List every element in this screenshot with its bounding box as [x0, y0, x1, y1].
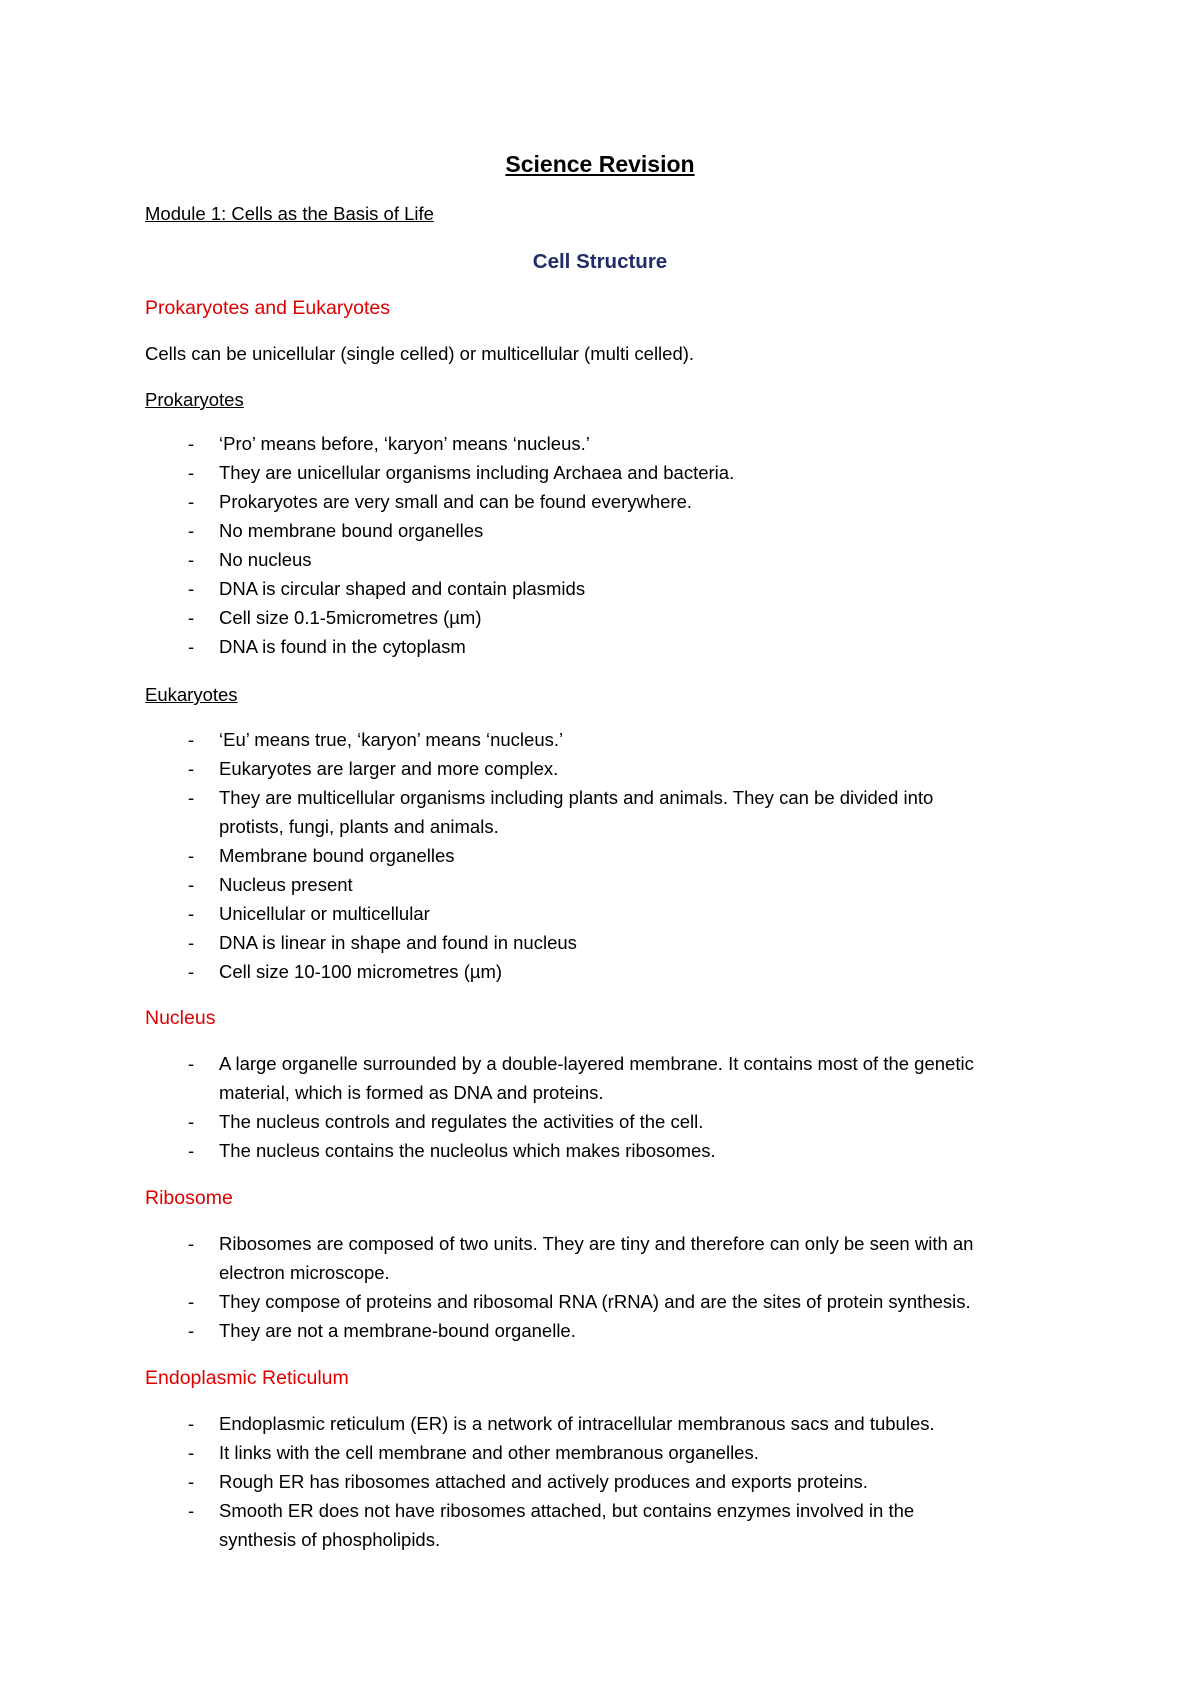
bullet-dash: - — [188, 961, 195, 982]
bullet-dash: - — [188, 1053, 195, 1074]
bullet-dash: - — [188, 787, 195, 808]
bullet-dash: - — [188, 845, 195, 866]
list-item: They compose of proteins and ribosomal RNA (rRNA) and are the sites of protein synthesis. — [219, 1291, 971, 1312]
bullet-dash: - — [188, 520, 195, 541]
list-item: No nucleus — [219, 549, 312, 570]
bullet-dash: - — [188, 1111, 195, 1132]
bullet-dash: - — [188, 433, 195, 454]
list-item: The nucleus controls and regulates the activities of the cell. — [219, 1111, 704, 1132]
bullet-dash: - — [188, 1233, 195, 1254]
list-item: No membrane bound organelles — [219, 520, 484, 541]
bullet-dash: - — [188, 1140, 195, 1161]
list-item-continuation: material, which is formed as DNA and proteins. — [219, 1082, 604, 1103]
list-item: It links with the cell membrane and other membranous organelles. — [219, 1442, 759, 1463]
list-item: A large organelle surrounded by a double-layered membrane. It contains most of the genetic — [219, 1053, 974, 1074]
list-item-continuation: protists, fungi, plants and animals. — [219, 816, 499, 837]
list-item: DNA is circular shaped and contain plasmids — [219, 578, 586, 599]
section-title: Cell Structure — [532, 250, 668, 273]
bullet-dash: - — [188, 1291, 195, 1312]
list-item: They are multicellular organisms including plants and animals. They can be divided into — [219, 787, 934, 808]
list-item: Smooth ER does not have ribosomes attached, but contains enzymes involved in the — [219, 1500, 915, 1521]
bullet-dash: - — [188, 1471, 195, 1492]
list-item: Nucleus present — [219, 874, 353, 895]
list-item: ‘Eu’ means true, ‘karyon’ means ‘nucleus.’ — [219, 729, 564, 750]
bullet-dash: - — [188, 932, 195, 953]
module-heading: Module 1: Cells as the Basis of Life — [145, 203, 434, 224]
bullet-dash: - — [188, 607, 195, 628]
list-item: They are unicellular organisms including Archaea and bacteria. — [219, 462, 735, 483]
subheading-prokaryotes: Prokaryotes — [145, 389, 244, 410]
bullet-dash: - — [188, 1500, 195, 1521]
bullet-dash: - — [188, 491, 195, 512]
intro-paragraph: Cells can be unicellular (single celled) or multicellular (multi celled). — [145, 343, 695, 364]
bullet-dash: - — [188, 729, 195, 750]
heading-ribosome: Ribosome — [145, 1187, 233, 1209]
list-item: Membrane bound organelles — [219, 845, 455, 866]
bullet-dash: - — [188, 903, 195, 924]
list-item: Unicellular or multicellular — [219, 903, 430, 924]
list-item: They are not a membrane-bound organelle. — [219, 1320, 576, 1341]
list-item-continuation: synthesis of phospholipids. — [219, 1529, 441, 1550]
heading-nucleus: Nucleus — [145, 1007, 216, 1029]
subheading-eukaryotes: Eukaryotes — [145, 684, 238, 705]
bullet-dash: - — [188, 1320, 195, 1341]
bullet-dash: - — [188, 1413, 195, 1434]
bullet-dash: - — [188, 462, 195, 483]
bullet-dash: - — [188, 874, 195, 895]
bullet-dash: - — [188, 549, 195, 570]
list-item: Rough ER has ribosomes attached and actively produces and exports proteins. — [219, 1471, 868, 1492]
bullet-dash: - — [188, 758, 195, 779]
list-item-continuation: electron microscope. — [219, 1262, 390, 1283]
document-title: Science Revision — [505, 151, 695, 177]
list-item: Cell size 0.1-5micrometres (µm) — [219, 607, 482, 628]
list-item: Prokaryotes are very small and can be found everywhere. — [219, 491, 693, 512]
heading-endoplasmic-reticulum: Endoplasmic Reticulum — [145, 1367, 349, 1389]
bullet-dash: - — [188, 636, 195, 657]
heading-prokaryotes-eukaryotes: Prokaryotes and Eukaryotes — [145, 297, 390, 319]
list-item: Cell size 10-100 micrometres (µm) — [219, 961, 503, 982]
list-item: DNA is found in the cytoplasm — [219, 636, 466, 657]
bullet-dash: - — [188, 1442, 195, 1463]
list-item: The nucleus contains the nucleolus which makes ribosomes. — [219, 1140, 716, 1161]
list-item: DNA is linear in shape and found in nucleus — [219, 932, 577, 953]
bullet-dash: - — [188, 578, 195, 599]
list-item: Endoplasmic reticulum (ER) is a network of intracellular membranous sacs and tubules. — [219, 1413, 935, 1434]
list-item: ‘Pro’ means before, ‘karyon’ means ‘nucleus.’ — [219, 433, 590, 454]
list-item: Ribosomes are composed of two units. They are tiny and therefore can only be seen with an — [219, 1233, 974, 1254]
list-item: Eukaryotes are larger and more complex. — [219, 758, 559, 779]
